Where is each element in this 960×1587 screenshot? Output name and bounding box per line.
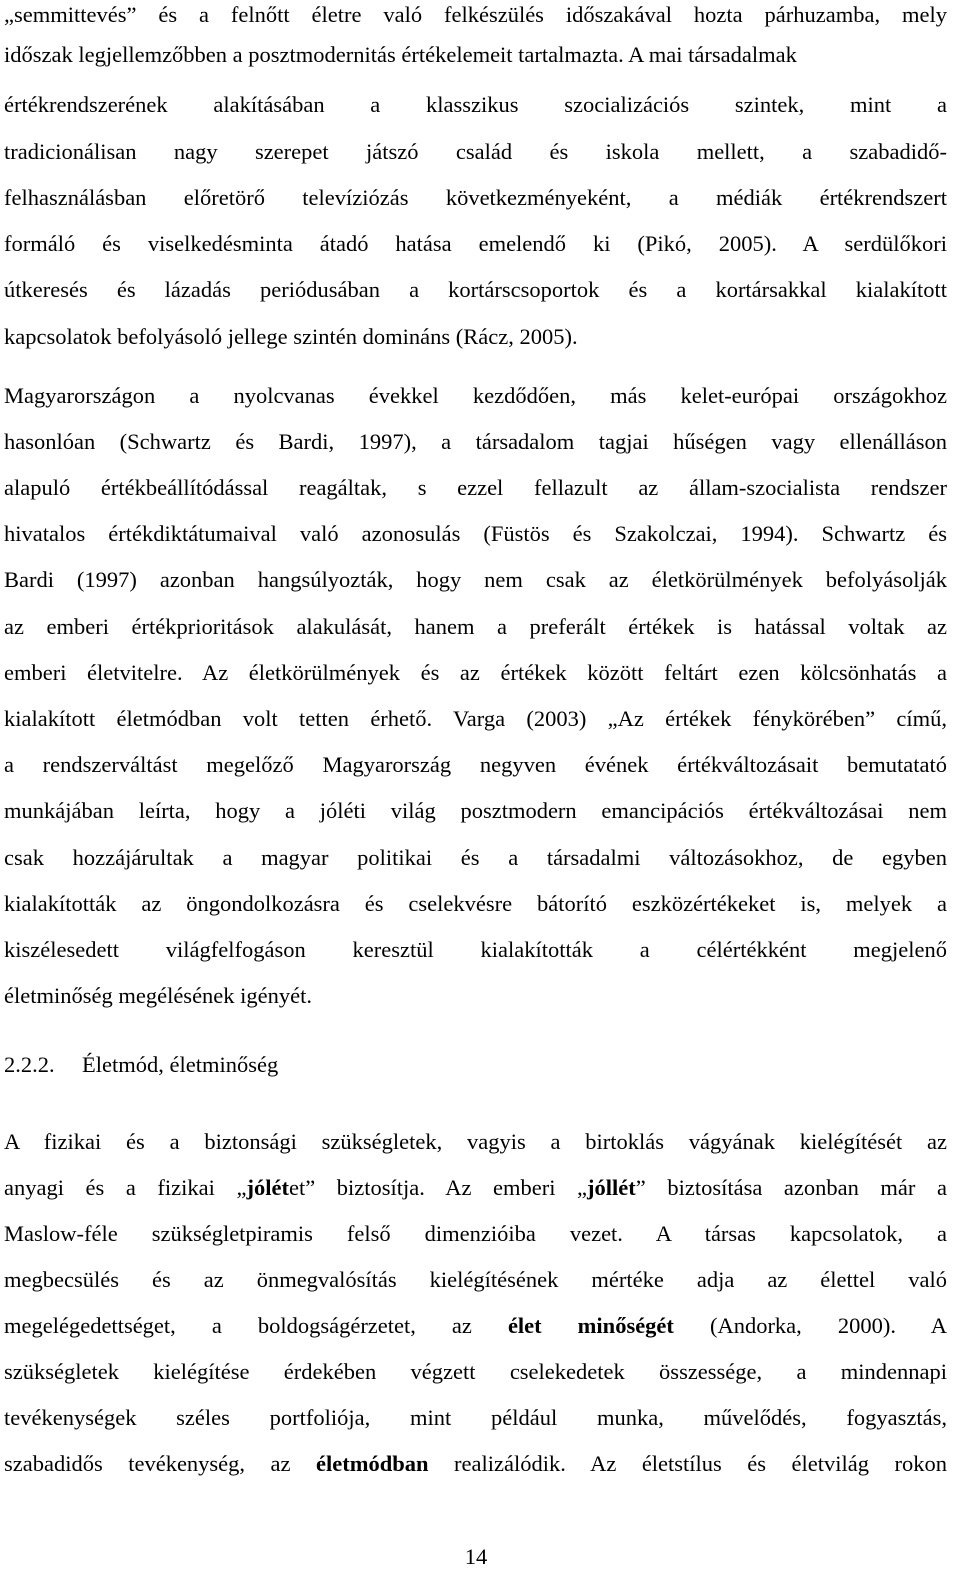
text-line [4, 1311, 947, 1341]
text-line: a rendszerváltást megelőző Magyarország negyven évének értékváltozásait bemutatató [4, 752, 947, 777]
text-line: csak hozzájárultak a magyar politikai és a társadalmi változásokhoz, de egyben [4, 845, 947, 870]
text-line: kiszélesedett világfelfogáson keresztül kialakították a célértékként megjelenő [4, 937, 947, 962]
section-number: 2.2.2. [4, 1052, 55, 1077]
page-number: 14 [464, 1544, 488, 1569]
text-line: A fizikai és a biztonsági szükségletek, vagyis a birtoklás vágyának kielégítését az [4, 1129, 947, 1154]
text-line: formáló és viselkedésminta átadó hatása emelendő ki (Pikó, 2005). A serdülőkori [4, 231, 947, 256]
text-run: et” biztosítja. Az emberi „ [288, 1175, 588, 1200]
text-line: útkeresés és lázadás periódusában a kortárscsoportok és a kortársakkal kialakított [4, 277, 947, 302]
bold-term: jólét [246, 1175, 289, 1200]
text-line: Bardi (1997) azonban hangsúlyozták, hogy nem csak az életkörülmények befolyásolják [4, 567, 947, 592]
text-line: megbecsülés és az önmegvalósítás kielégítésének mértéke adja az élettel való [4, 1267, 947, 1292]
text-line: alapuló értékbeállítódással reagáltak, s ezzel fellazult az állam-szocialista rendszer [4, 475, 947, 500]
text-line: emberi életvitelre. Az életkörülmények és az értékek között feltárt ezen kölcsönhatás a [4, 660, 947, 685]
text-line: kapcsolatok befolyásoló jellege szintén domináns (Rácz, 2005). [4, 324, 578, 349]
text-line: tradicionálisan nagy szerepet játszó család és iskola mellett, a szabadidő- [4, 139, 947, 164]
text-line: időszak legjellemzőbben a posztmodernitás értékelemeit tartalmazta. A mai társadalmak [4, 42, 797, 67]
bold-term: jóllét [587, 1175, 636, 1200]
text-line [4, 1449, 947, 1479]
bold-term: élet minőségét [507, 1313, 674, 1338]
text-line: hivatalos értékdiktátumaival való azonosulás (Füstös és Szakolczai, 1994). Schwartz és [4, 521, 947, 546]
text-line: az emberi értékprioritások alakulását, hanem a preferált értékek is hatással voltak az [4, 614, 947, 639]
text-line: munkájában leírta, hogy a jóléti világ posztmodern emancipációs értékváltozásai nem [4, 798, 947, 823]
section-title: Életmód, életminőség [82, 1052, 279, 1077]
text-run: realizálódik. Az életstílus és életvilág rokon [428, 1451, 947, 1476]
text-run: szabadidős tevékenység, az [4, 1451, 317, 1476]
bold-term: életmódban [316, 1451, 429, 1476]
text-line: hasonlóan (Schwartz és Bardi, 1997), a társadalom tagjai hűségen vagy ellenálláson [4, 429, 947, 454]
text-run: (Andorka, 2000). A [673, 1313, 947, 1338]
text-line [4, 1173, 947, 1203]
text-run: ” biztosítása azonban már a [635, 1175, 947, 1200]
text-run: anyagi és a fizikai „ [4, 1175, 247, 1200]
text-line: értékrendszerének alakításában a klasszikus szocializációs szintek, mint a [4, 92, 947, 117]
text-line: kialakított életmódban volt tetten érhető. Varga (2003) „Az értékek fénykörében” című, [4, 706, 947, 731]
text-line: szükségletek kielégítése érdekében végzett cselekedetek összessége, a mindennapi [4, 1359, 947, 1384]
text-line: Maslow-féle szükségletpiramis felső dimenzióiba vezet. A társas kapcsolatok, a [4, 1221, 947, 1246]
text-line: Magyarországon a nyolcvanas évekkel kezdődően, más kelet-európai országokhoz [4, 383, 947, 408]
text-line: felhasználásban előretörő televíziózás következményeként, a médiák értékrendszert [4, 185, 947, 210]
text-line: „semmittevés” és a felnőtt életre való felkészülés időszakával hozta párhuzamba, mely [4, 2, 947, 27]
text-line: életminőség megélésének igényét. [4, 983, 313, 1008]
section-heading [4, 1050, 278, 1080]
text-line: kialakították az öngondolkozásra és cselekvésre bátorító eszközértékeket is, melyek a [4, 891, 947, 916]
text-line: tevékenységek széles portfoliója, mint például munka, művelődés, fogyasztás, [4, 1405, 947, 1430]
text-run: megelégedettséget, a boldogságérzetet, az [4, 1313, 508, 1338]
